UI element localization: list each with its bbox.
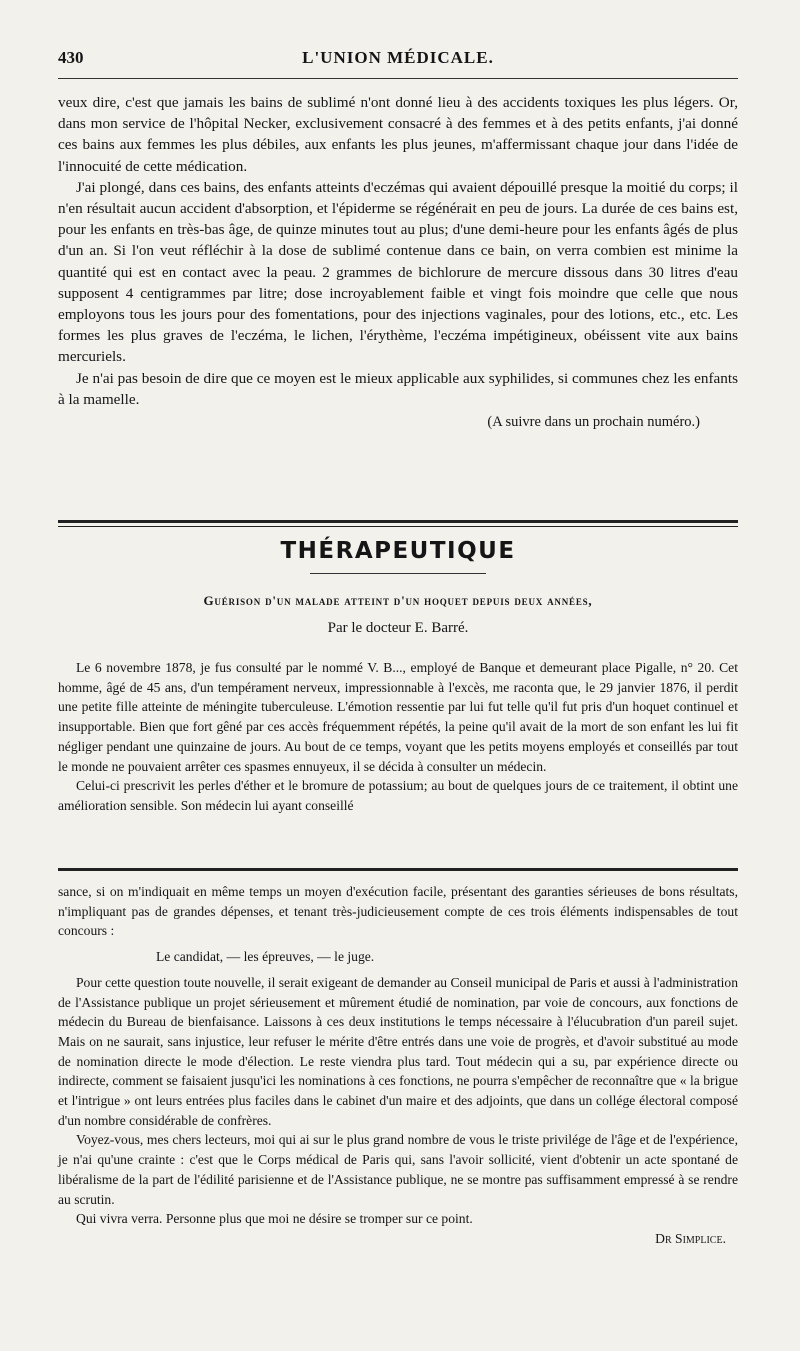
paragraph: Voyez-vous, mes chers lecteurs, moi qui ai sur le plus grand nombre de vous le triste privilége de l'âge et de l'expérience, je n'ai qu'une crainte : c'est que le Corps médical de Paris qui, sans l'avoir sollicité, vient d'obtenir un acte spontané de libéralisme de la part de l'édilité parisienne et de l'Assistance publique, ne se montre pas suffisamment empressé à se rendre au scrutin. [58,1132,738,1207]
paragraph: Qui vivra verra. Personne plus que moi ne désire se tromper sur ce point. [76,1211,473,1227]
paragraph: Je n'ai pas besoin de dire que ce moyen est le mieux applicable aux syphilides, si communes chez les enfants à la mamelle. [58,369,738,408]
article-title: Guérison d'un malade atteint d'un hoquet depuis deux années, [203,593,593,608]
running-title: L'UNION MÉDICALE. [302,48,494,67]
section-title: THÉRAPEUTIQUE [280,538,516,564]
paragraph: Celui-ci prescrivit les perles d'éther et le bromure de potassium; au bout de quelques jours de ce traitement, il obtint une amélioration sensible. Son médecin lui ayant conseillé [58,778,738,813]
page-number: 430 [58,48,84,67]
therapeutics-article [58,658,738,816]
paragraph: Pour cette question toute nouvelle, il serait exigeant de demander au Conseil municipal de Paris et aussi à l'administration de l'Assistance publique un projet sérieusement et mûrement étudié de nomination, par voie de concours, aux fonctions de médecin du Bureau de bienfaisance. Laissons à ces deux institutions le temps nécessaire à l'élucubration d'un pareil sujet. Mais on ne saurait, sans injustice, leur refuser le mérite d'être entrés dans une voie de progrès, et d'avoir substitué au mode de nomination directe le mode d'élection. Le reste viendra plus tard. Tout médecin qui a su, par expérience directe ou indirecte, comment se faisaient jusqu'ici les nominations à ces fonctions, ne pourra s'empêcher de reconnaître que « la brigue et l'intrigue » ont leurs entrées plus faciles dans le cabinet d'un maire et des adjoints, que dans un collége électoral composé d'un nombre considérable de confrères. [58,974,738,1128]
signature: Dr Simplice. [655,1230,726,1246]
feuilleton [58,882,738,1249]
byline: Par le docteur E. Barré. [327,620,469,636]
feuilleton-rule [58,868,738,871]
paragraph: veux dire, c'est que jamais les bains de sublimé n'ont donné lieu à des accidents toxiques les plus légers. Or, dans mon service de l'hôpital Necker, exclusivement consacré à des femmes et à des petits enfants, j'ai donné ces bains aux femmes les plus débiles, aux enfants les plus jeunes, m'affermissant chaque jour dans l'idée de l'innocuité de cette médication. [58,94,738,175]
highlighted-line: Le candidat, — les épreuves, — le juge. [156,949,375,965]
journal-page [58,0,738,1351]
paragraph: J'ai plongé, dans ces bains, des enfants atteints d'eczémas qui avaient dépouillé presque la moitié du corps; il n'en résultait aucun accident d'absorption, et l'épiderme se régénérait en peu de jours. La durée de ces bains est, pour les enfants en très-bas âge, de quinze minutes tout au plus; d'une demi-heure pour les enfants âgés de plus d'un an. Si l'on veut réfléchir à la dose de sublimé contenue dans ce bain, on verra combien est minime la quantité qui est en contact avec la peau. 2 grammes de bichlorure de mercure dissous dans 30 litres d'eau supposent 4 centigrammes par litre; dose incroyablement faible et vingt fois moindre que celle que nous employons tous les jours pour des fomentations, pour des injections vaginales, pour des lotions, etc., etc. Les formes les plus graves de l'eczéma, le lichen, l'érythème, l'eczéma impétigineux, obéissent vite aux bains mercuriels. [58,178,738,366]
page-header [58,48,738,70]
section-rule [58,526,738,527]
section-rule [58,520,738,523]
paragraph: Le 6 novembre 1878, je fus consulté par le nommé V. B..., employé de Banque et demeurant place Pigalle, n° 20. Cet homme, âgé de 45 ans, d'un tempérament nerveux, impressionnable à l'excès, me raconta que, le 29 janvier 1876, il perdit une petite fille atteinte de méningite tuberculeuse. L'émotion ressentie par lui fut telle qu'il fut pris d'un hoquet continuel et insupportable. Bien que fort gêné par ces accès fréquemment répétés, la peine qu'il avait de la mort de son enfant les lui fit négliger pendant une quinzaine de jours. Au bout de ce temps, voyant que les petits moyens employés et conseillés par tout le monde ne pouvaient arrêter ces spasmes ennuyeux, il se décida à consulter un médecin. [58,660,738,774]
to-be-continued-note: (A suivre dans un prochain numéro.) [487,414,700,431]
paragraph: sance, si on m'indiquait en même temps un moyen d'exécution facile, présentant des garanties sérieuses de bons résultats, n'impliquant pas de grandes dépenses, et tenant très-judicieusement compte de ces trois éléments indispensables de tout concours : [58,884,738,939]
header-rule [58,78,738,79]
title-underline [310,573,486,574]
first-article [58,92,738,433]
